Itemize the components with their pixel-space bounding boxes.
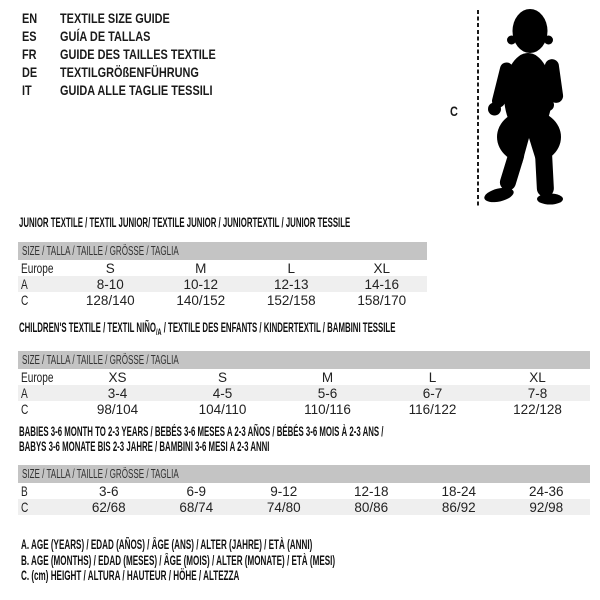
row-label-cell (18, 499, 65, 515)
measure-letter: C (450, 103, 458, 119)
language-code: IT (22, 82, 32, 98)
language-code: EN (22, 10, 38, 26)
size-cell: 8-10 (65, 276, 156, 292)
row-label: C (21, 401, 29, 417)
language-label: GUÍA DE TALLAS (60, 28, 151, 44)
row-label: A (21, 385, 28, 401)
size-cell: 4-5 (170, 385, 275, 401)
size-cell: 9-12 (270, 483, 298, 499)
size-cell: 5-6 (275, 385, 380, 401)
section-title-children (19, 320, 395, 340)
size-cell: 68/74 (153, 499, 241, 515)
size-cell: 98/104 (96, 401, 139, 417)
size-cell: 92/98 (503, 499, 591, 515)
table-row-months (18, 483, 590, 499)
table-row-age (18, 385, 590, 401)
size-cell: 110/116 (304, 401, 351, 417)
table-row-height (18, 499, 590, 515)
size-header-row (18, 242, 427, 260)
language-code: DE (22, 64, 38, 80)
size-header-text: SIZE / TALLA / TAILLE / GRÖSSE / TAGLIA (22, 352, 179, 367)
size-cell: 140/152 (176, 292, 226, 308)
language-label: TEXTILE SIZE GUIDE (60, 10, 170, 26)
language-code: ES (22, 28, 37, 44)
row-label: A (21, 276, 28, 292)
size-cell: M (321, 369, 334, 385)
size-cell: 158/170 (357, 292, 407, 308)
size-cell: 3-6 (98, 483, 119, 499)
junior-size-table (18, 242, 427, 308)
row-label: Europe (21, 260, 54, 276)
title-subscript: /A (156, 327, 162, 338)
row-label-cell (18, 483, 65, 499)
row-label: B (21, 483, 28, 499)
size-cell: 24-36 (528, 483, 564, 499)
table-row-height (18, 292, 427, 308)
table-row-age (18, 276, 427, 292)
size-header-bar (18, 465, 590, 483)
size-header-text: SIZE / TALLA / TAILLE / GRÖSSE / TAGLIA (22, 466, 179, 481)
title-line-1: BABIES 3-6 MONTH TO 2-3 YEARS / BEBÉS 3-6 MESES A 2-3 AÑOS / BÉBÉS 3-6 MOIS À 2-3 ANS / (19, 424, 384, 439)
size-header-text: SIZE / TALLA / TAILLE / GRÖSSE / TAGLIA (22, 243, 179, 258)
size-header-row (18, 465, 590, 483)
language-row (22, 27, 260, 45)
row-label: Europe (21, 369, 54, 385)
legend-line-a: A. AGE (YEARS) / EDAD (AÑOS) / ÂGE (ANS) / ALTER (JAHRE) / ETÀ (ANNI) (21, 537, 313, 552)
size-cell: XL (529, 369, 546, 385)
legend-line-b: B. AGE (MONTHS) / EDAD (MESES) / ÂGE (MOIS) / ALTER (MONATE) / ETÀ (MESI) (21, 552, 336, 568)
size-cell: 6-7 (380, 385, 485, 401)
size-cell: M (195, 260, 207, 276)
table-row-height (18, 401, 590, 417)
size-header-bar (18, 351, 590, 369)
language-row (22, 63, 260, 81)
height-measure-dashed-line (477, 10, 479, 207)
size-header-bar (18, 242, 427, 260)
size-cell: 3-4 (65, 385, 170, 401)
row-label: C (21, 292, 29, 308)
language-list (22, 9, 260, 99)
language-row (22, 9, 260, 27)
size-cell: 80/86 (328, 499, 416, 515)
language-code: FR (22, 46, 37, 62)
row-label-cell (18, 385, 65, 401)
size-cell: 18-24 (441, 483, 477, 499)
size-cell: 122/128 (513, 401, 562, 417)
size-cell: 10-12 (156, 276, 247, 292)
table-row-europe (18, 369, 590, 385)
size-cell: XS (108, 369, 127, 385)
language-label: GUIDA ALLE TAGLIE TESSILI (60, 82, 213, 98)
size-header-row (18, 351, 590, 369)
row-label-cell (18, 276, 65, 292)
language-row (22, 45, 260, 63)
size-cell: 14-16 (337, 276, 428, 292)
size-cell: 12-18 (353, 483, 389, 499)
row-label: C (21, 499, 29, 515)
row-label-cell (18, 292, 65, 308)
title-text: CHILDREN'S TEXTILE / TEXTIL NIÑO (19, 320, 157, 335)
language-label: GUIDE DES TAILLES TEXTILE (60, 46, 216, 62)
size-cell: L (428, 369, 437, 385)
toddler-silhouette-icon (484, 7, 568, 205)
row-label-cell (18, 401, 65, 417)
language-label: TEXTILGRÖßENFÜHRUNG (60, 64, 199, 80)
legend-line-c: C. (cm) HEIGHT / ALTURA / HAUTEUR / HÖHE / ALTEZZA (21, 568, 240, 583)
size-cell: S (217, 369, 227, 385)
legend (21, 537, 544, 584)
language-row (22, 81, 260, 99)
row-label-cell (18, 369, 65, 385)
babies-size-table (18, 465, 590, 515)
table-row-europe (18, 260, 427, 276)
size-cell: 6-9 (186, 483, 206, 499)
section-title-babies (19, 424, 383, 454)
section-title-junior: JUNIOR TEXTILE / TEXTIL JUNIOR/ TEXTILE JUNIOR / JUNIORTEXTIL / JUNIOR TESSILE (19, 215, 351, 230)
children-size-table (18, 351, 590, 417)
size-cell: 7-8 (485, 385, 590, 401)
row-label-cell (18, 260, 65, 276)
size-cell: 12-13 (246, 276, 337, 292)
title-text: / TEXTILE DES ENFANTS / KINDERTEXTIL / BAMBINI TESSILE (161, 320, 396, 335)
size-cell: 62/68 (65, 499, 153, 515)
size-cell: 152/158 (266, 292, 316, 308)
size-cell: 128/140 (85, 292, 135, 308)
size-cell: XL (373, 260, 390, 276)
size-cell: 74/80 (240, 499, 328, 515)
size-cell: 86/92 (415, 499, 503, 515)
size-cell: 104/110 (198, 401, 247, 417)
size-cell: L (287, 260, 295, 276)
size-cell: S (105, 260, 115, 276)
title-line-2: BABYS 3-6 MONATE BIS 2-3 JAHRE / BAMBINI 3-6 MESI A 2-3 ANNI (19, 439, 270, 454)
size-cell: 116/122 (408, 401, 457, 417)
height-measure-label (450, 103, 460, 119)
